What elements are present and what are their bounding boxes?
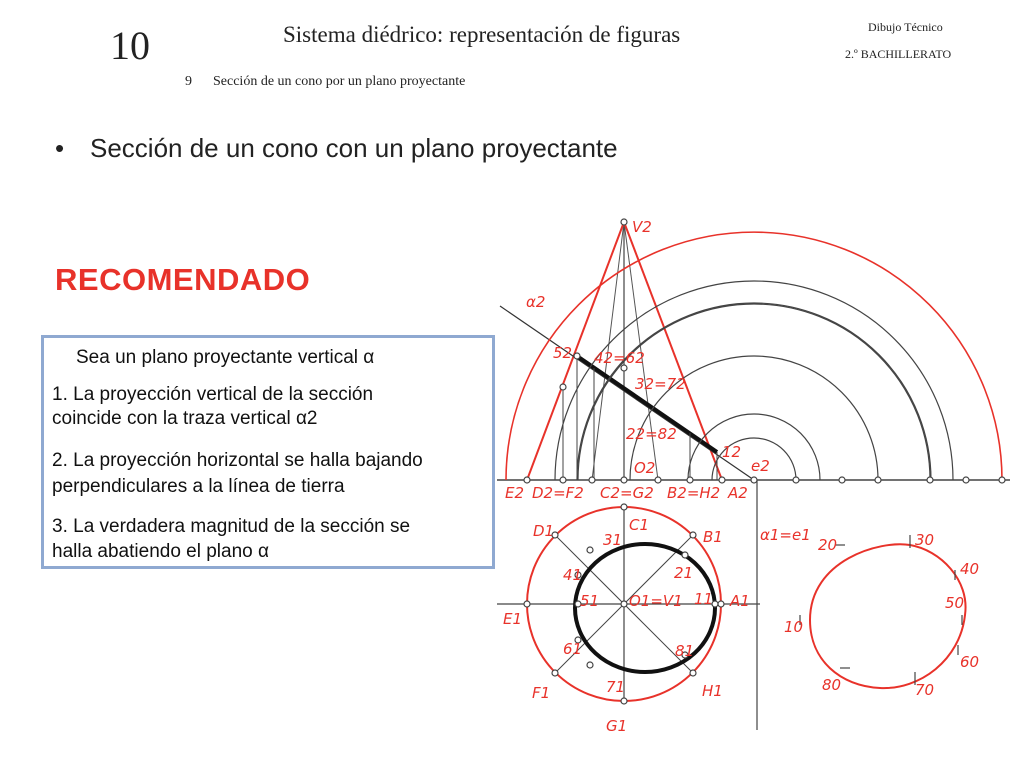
- label-41: 41: [563, 566, 583, 584]
- label-50: 50: [945, 594, 965, 612]
- label-B2H2: B2=H2: [667, 484, 721, 502]
- label-52: 52: [553, 344, 573, 362]
- section-number: 9: [185, 74, 192, 89]
- label-40: 40: [960, 560, 980, 578]
- label-30: 30: [915, 531, 935, 549]
- label-70: 70: [915, 681, 935, 699]
- label-A1: A1: [730, 592, 750, 610]
- label-A2: A2: [728, 484, 748, 502]
- label-C2G2: C2=G2: [600, 484, 654, 502]
- label-22-82: 22=82: [626, 425, 677, 443]
- box-step3-line2: halla abatiendo el plano α: [52, 541, 269, 562]
- label-D2F2: D2=F2: [532, 484, 584, 502]
- label-e2: e2: [751, 457, 770, 475]
- label-31: 31: [603, 531, 623, 549]
- diagram-labels: [503, 218, 979, 735]
- label-20: 20: [818, 536, 838, 554]
- label-10: 10: [784, 618, 804, 636]
- slide-number: 10: [110, 23, 150, 68]
- label-51: 51: [580, 592, 600, 610]
- main-heading: Sección de un cono con un plano proyectante: [90, 133, 618, 163]
- label-G1: G1: [606, 717, 628, 735]
- label-o2: O2: [634, 459, 656, 477]
- label-B1: B1: [703, 528, 723, 546]
- box-intro: Sea un plano proyectante vertical α: [76, 347, 375, 368]
- level-label: 2.º BACHILLERATO: [845, 47, 952, 61]
- label-E2: E2: [505, 484, 525, 502]
- label-71: 71: [606, 678, 626, 696]
- label-21: 21: [674, 564, 694, 582]
- label-80: 80: [822, 676, 842, 694]
- label-32-72: 32=72: [635, 375, 686, 393]
- label-61: 61: [563, 640, 583, 658]
- label-60: 60: [960, 653, 980, 671]
- label-C1: C1: [629, 516, 650, 534]
- label-F1: F1: [532, 684, 551, 702]
- box-step2-line2: perpendiculares a la línea de tierra: [52, 476, 345, 497]
- info-box: [41, 335, 495, 569]
- label-D1: D1: [533, 522, 555, 540]
- subject-label: Dibujo Técnico: [868, 20, 943, 34]
- box-step2-line1: 2. La proyección horizontal se halla bajando: [52, 450, 423, 471]
- label-81: 81: [675, 642, 695, 660]
- label-42-62: 42=62: [594, 349, 645, 367]
- section-label: Sección de un cono por un plano proyectante: [213, 74, 466, 89]
- box-step1-line1: 1. La proyección vertical de la sección: [52, 384, 374, 405]
- box-step3-line1: 3. La verdadera magnitud de la sección se: [52, 516, 411, 537]
- label-v2: V2: [632, 218, 652, 236]
- label-H1: H1: [702, 682, 723, 700]
- recommended-label: RECOMENDADO: [55, 262, 311, 297]
- slide-title: Sistema diédrico: representación de figuras: [283, 22, 681, 47]
- label-11: 11: [694, 590, 714, 608]
- bullet-marker: •: [55, 133, 65, 163]
- label-E1: E1: [503, 610, 523, 628]
- label-alpha2: α2: [526, 293, 546, 311]
- box-step1-line2: coincide con la traza vertical α2: [52, 408, 318, 429]
- alpha2-trace: [500, 306, 754, 480]
- true-size-section: [810, 544, 966, 688]
- label-O1V1: O1=V1: [629, 592, 683, 610]
- label-12: 12: [722, 443, 742, 461]
- label-alpha1-e1: α1=e1: [760, 526, 811, 544]
